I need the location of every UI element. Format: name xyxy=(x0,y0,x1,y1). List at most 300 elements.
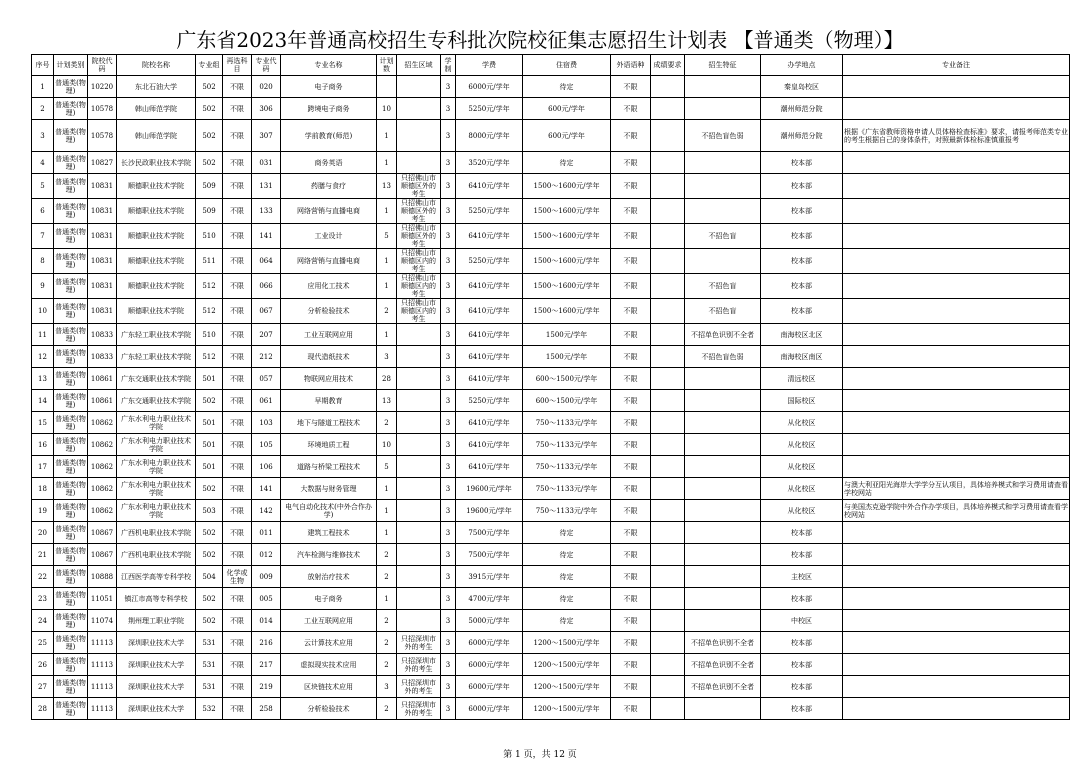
table-cell: 750～1133元/学年 xyxy=(523,456,611,478)
table-cell: 10833 xyxy=(88,346,117,368)
table-cell: 不限 xyxy=(611,76,651,98)
table-cell xyxy=(651,199,685,224)
table-cell: 26 xyxy=(32,654,54,676)
table-cell: 不招单色识别不全者 xyxy=(685,324,761,346)
table-cell xyxy=(685,456,761,478)
table-cell: 5250元/学年 xyxy=(456,390,523,412)
table-cell: 普通类(物理) xyxy=(54,199,88,224)
table-row xyxy=(32,676,1070,698)
table-cell: 不限 xyxy=(223,120,252,152)
table-cell: 18 xyxy=(32,478,54,500)
table-cell: 502 xyxy=(196,98,223,120)
column-header: 学制 xyxy=(441,55,456,76)
table-cell: 10867 xyxy=(88,544,117,566)
table-row xyxy=(32,390,1070,412)
table-cell: 普通类(物理) xyxy=(54,588,88,610)
table-cell: 502 xyxy=(196,522,223,544)
table-cell xyxy=(651,434,685,456)
table-cell xyxy=(685,76,761,98)
table-cell: 1 xyxy=(32,76,54,98)
table-cell xyxy=(843,199,1070,224)
table-cell: 11113 xyxy=(88,698,117,720)
table-cell: 2 xyxy=(377,632,397,654)
table-cell xyxy=(685,152,761,174)
table-cell: 从化校区 xyxy=(761,478,843,500)
table-cell: 10827 xyxy=(88,152,117,174)
table-cell xyxy=(843,390,1070,412)
table-cell xyxy=(397,324,441,346)
table-cell: 012 xyxy=(252,544,281,566)
table-cell: 只招深圳市外的考生 xyxy=(397,676,441,698)
column-header: 招生特征 xyxy=(685,55,761,76)
table-cell xyxy=(843,588,1070,610)
table-cell: 531 xyxy=(196,676,223,698)
table-cell: 057 xyxy=(252,368,281,390)
table-row xyxy=(32,120,1070,152)
table-cell: 顺德职业技术学院 xyxy=(117,224,196,249)
table-cell: 不限 xyxy=(223,434,252,456)
table-cell: 广东交通职业技术学院 xyxy=(117,390,196,412)
table-cell: 不限 xyxy=(611,152,651,174)
table-cell: 深圳职业技术大学 xyxy=(117,676,196,698)
table-cell: 校本部 xyxy=(761,152,843,174)
table-cell xyxy=(651,76,685,98)
table-cell: 19 xyxy=(32,500,54,522)
table-cell: 3 xyxy=(441,610,456,632)
table-cell: 广西机电职业技术学院 xyxy=(117,544,196,566)
table-cell: 校本部 xyxy=(761,249,843,274)
table-cell: 6410元/学年 xyxy=(456,368,523,390)
table-cell: 2 xyxy=(377,698,397,720)
table-cell: 普通类(物理) xyxy=(54,456,88,478)
table-cell: 2 xyxy=(377,654,397,676)
table-cell: 不限 xyxy=(611,544,651,566)
table-cell xyxy=(843,632,1070,654)
table-cell: 不限 xyxy=(223,299,252,324)
table-cell: 校本部 xyxy=(761,676,843,698)
table-cell: 2 xyxy=(377,610,397,632)
table-cell: 跨境电子商务 xyxy=(281,98,377,120)
table-cell xyxy=(397,566,441,588)
table-cell xyxy=(843,610,1070,632)
table-cell xyxy=(651,390,685,412)
table-cell: 5 xyxy=(377,224,397,249)
table-cell xyxy=(685,174,761,199)
table-cell: 9 xyxy=(32,274,54,299)
table-cell: 106 xyxy=(252,456,281,478)
table-cell xyxy=(685,522,761,544)
table-cell: 307 xyxy=(252,120,281,152)
table-cell: 1 xyxy=(377,500,397,522)
table-cell: 6410元/学年 xyxy=(456,274,523,299)
table-cell: 103 xyxy=(252,412,281,434)
table-cell xyxy=(651,98,685,120)
table-cell xyxy=(651,654,685,676)
table-cell: 306 xyxy=(252,98,281,120)
table-cell xyxy=(651,299,685,324)
table-cell: 6410元/学年 xyxy=(456,324,523,346)
table-cell: 1200～1500元/学年 xyxy=(523,698,611,720)
table-cell: 清远校区 xyxy=(761,368,843,390)
table-cell: 中校区 xyxy=(761,610,843,632)
table-cell: 校本部 xyxy=(761,274,843,299)
table-cell: 1500元/学年 xyxy=(523,346,611,368)
table-cell: 网络营销与直播电商 xyxy=(281,199,377,224)
table-cell xyxy=(651,324,685,346)
table-cell: 南海校区南区 xyxy=(761,346,843,368)
table-cell xyxy=(685,698,761,720)
table-cell: 药膳与食疗 xyxy=(281,174,377,199)
table-row xyxy=(32,588,1070,610)
table-cell: 不招单色识别不全者 xyxy=(685,632,761,654)
column-header: 序号 xyxy=(32,55,54,76)
column-header: 专业组 xyxy=(196,55,223,76)
table-cell: 12 xyxy=(32,346,54,368)
table-cell: 从化校区 xyxy=(761,500,843,522)
table-row xyxy=(32,456,1070,478)
table-cell xyxy=(843,566,1070,588)
table-row xyxy=(32,412,1070,434)
table-cell: 不限 xyxy=(611,610,651,632)
column-header: 计划数 xyxy=(377,55,397,76)
table-cell: 142 xyxy=(252,500,281,522)
table-cell xyxy=(397,522,441,544)
table-cell: 6410元/学年 xyxy=(456,434,523,456)
table-cell xyxy=(377,76,397,98)
table-cell: 潮州师范分院 xyxy=(761,98,843,120)
table-cell: 校本部 xyxy=(761,544,843,566)
table-cell: 3 xyxy=(441,456,456,478)
table-cell xyxy=(843,412,1070,434)
table-cell: 不限 xyxy=(611,199,651,224)
table-row xyxy=(32,478,1070,500)
table-cell xyxy=(397,588,441,610)
table-cell: 8000元/学年 xyxy=(456,120,523,152)
table-cell: 6000元/学年 xyxy=(456,76,523,98)
table-cell: 不限 xyxy=(611,412,651,434)
table-cell: 普通类(物理) xyxy=(54,610,88,632)
table-cell: 与美国杰克逊学院中外合作办学项目，具体培养模式和学习费用请查看学校网站 xyxy=(843,500,1070,522)
table-cell: 10 xyxy=(377,98,397,120)
table-cell: 秦皇岛校区 xyxy=(761,76,843,98)
column-header: 学费 xyxy=(456,55,523,76)
table-cell: 502 xyxy=(196,478,223,500)
table-cell: 云计算技术应用 xyxy=(281,632,377,654)
table-cell: 750～1133元/学年 xyxy=(523,412,611,434)
table-cell xyxy=(843,698,1070,720)
table-cell: 普通类(物理) xyxy=(54,98,88,120)
table-cell: 532 xyxy=(196,698,223,720)
table-cell: 16 xyxy=(32,434,54,456)
table-cell: 普通类(物理) xyxy=(54,566,88,588)
table-cell: 只招佛山市顺德区内的考生 xyxy=(397,299,441,324)
table-cell: 不限 xyxy=(223,324,252,346)
table-row xyxy=(32,522,1070,544)
table-cell: 10 xyxy=(377,434,397,456)
table-cell: 020 xyxy=(252,76,281,98)
table-cell: 23 xyxy=(32,588,54,610)
table-cell: 校本部 xyxy=(761,224,843,249)
table-cell: 13 xyxy=(377,390,397,412)
table-cell: 不限 xyxy=(223,152,252,174)
table-cell: 10862 xyxy=(88,456,117,478)
table-cell: 11051 xyxy=(88,588,117,610)
table-cell: 1500元/学年 xyxy=(523,324,611,346)
column-header: 院校名称 xyxy=(117,55,196,76)
table-cell: 校本部 xyxy=(761,698,843,720)
table-cell: 13 xyxy=(377,174,397,199)
table-cell: 3 xyxy=(441,299,456,324)
table-cell: 141 xyxy=(252,478,281,500)
table-cell: 502 xyxy=(196,588,223,610)
table-cell: 广东水利电力职业技术学院 xyxy=(117,456,196,478)
table-cell: 与澳大利亚阳光海岸大学学分互认项目，具体培养模式和学习费用请查看学校网站 xyxy=(843,478,1070,500)
table-row xyxy=(32,152,1070,174)
table-cell: 11113 xyxy=(88,676,117,698)
table-cell: 5 xyxy=(377,456,397,478)
table-cell: 066 xyxy=(252,274,281,299)
table-cell: 3 xyxy=(441,676,456,698)
table-cell: 电子商务 xyxy=(281,588,377,610)
table-cell: 512 xyxy=(196,274,223,299)
table-cell: 分析检验技术 xyxy=(281,299,377,324)
table-cell: 6000元/学年 xyxy=(456,632,523,654)
table-cell: 不限 xyxy=(611,120,651,152)
table-cell: 普通类(物理) xyxy=(54,249,88,274)
table-cell: 531 xyxy=(196,654,223,676)
table-cell: 普通类(物理) xyxy=(54,152,88,174)
table-cell: 3 xyxy=(441,566,456,588)
table-cell: 不限 xyxy=(223,274,252,299)
table-cell: 从化校区 xyxy=(761,412,843,434)
table-cell: 501 xyxy=(196,456,223,478)
table-cell xyxy=(651,478,685,500)
table-cell xyxy=(685,98,761,120)
admission-plan-table xyxy=(31,54,1070,720)
table-cell: 10831 xyxy=(88,199,117,224)
table-cell xyxy=(397,456,441,478)
table-cell xyxy=(843,654,1070,676)
table-cell: 502 xyxy=(196,610,223,632)
table-cell: 电气自动化技术(中外合作办学) xyxy=(281,500,377,522)
table-cell: 只招深圳市外的考生 xyxy=(397,632,441,654)
table-cell: 不限 xyxy=(223,500,252,522)
table-cell: 待定 xyxy=(523,522,611,544)
table-cell: 3 xyxy=(441,588,456,610)
table-cell: 10 xyxy=(32,299,54,324)
table-cell: 4700元/学年 xyxy=(456,588,523,610)
table-cell xyxy=(685,412,761,434)
table-cell: 普通类(物理) xyxy=(54,434,88,456)
table-cell: 3 xyxy=(441,544,456,566)
table-cell: 不限 xyxy=(223,249,252,274)
table-cell: 600～1500元/学年 xyxy=(523,368,611,390)
table-cell: 6410元/学年 xyxy=(456,412,523,434)
table-cell: 不招色盲 xyxy=(685,299,761,324)
table-cell: 5000元/学年 xyxy=(456,610,523,632)
table-cell: 放射治疗技术 xyxy=(281,566,377,588)
table-cell: 不限 xyxy=(223,390,252,412)
table-cell: 广东轻工职业技术学院 xyxy=(117,346,196,368)
table-cell: 1500～1600元/学年 xyxy=(523,174,611,199)
table-cell: 镇江市高等专科学校 xyxy=(117,588,196,610)
table-cell: 潮州师范分院 xyxy=(761,120,843,152)
table-cell: 600元/学年 xyxy=(523,120,611,152)
table-cell: 普通类(物理) xyxy=(54,632,88,654)
table-cell: 3 xyxy=(441,390,456,412)
table-cell: 750～1133元/学年 xyxy=(523,434,611,456)
table-cell: 不限 xyxy=(611,500,651,522)
table-cell: 502 xyxy=(196,544,223,566)
table-cell: 只招佛山市顺德区外的考生 xyxy=(397,224,441,249)
table-row xyxy=(32,544,1070,566)
table-cell: 不招单色识别不全者 xyxy=(685,654,761,676)
table-cell: 不限 xyxy=(223,610,252,632)
table-cell: 不限 xyxy=(611,368,651,390)
table-cell: 2 xyxy=(377,566,397,588)
table-cell: 061 xyxy=(252,390,281,412)
table-cell: 长沙民政职业技术学院 xyxy=(117,152,196,174)
table-cell: 普通类(物理) xyxy=(54,224,88,249)
table-cell: 顺德职业技术学院 xyxy=(117,249,196,274)
table-cell: 3 xyxy=(441,412,456,434)
table-cell: 3 xyxy=(441,249,456,274)
table-cell xyxy=(397,610,441,632)
table-cell: 不招色盲色弱 xyxy=(685,120,761,152)
table-cell: 10861 xyxy=(88,368,117,390)
table-row xyxy=(32,632,1070,654)
table-cell: 顺德职业技术学院 xyxy=(117,274,196,299)
table-cell xyxy=(651,224,685,249)
table-cell: 3 xyxy=(441,522,456,544)
table-row xyxy=(32,324,1070,346)
table-cell: 11 xyxy=(32,324,54,346)
table-cell: 待定 xyxy=(523,566,611,588)
table-cell: 工业互联网应用 xyxy=(281,610,377,632)
table-cell: 5 xyxy=(32,174,54,199)
table-cell: 3 xyxy=(441,98,456,120)
column-header: 外语语种 xyxy=(611,55,651,76)
table-cell: 6000元/学年 xyxy=(456,676,523,698)
table-cell: 分析检验技术 xyxy=(281,698,377,720)
table-cell xyxy=(397,76,441,98)
table-cell: 3 xyxy=(441,698,456,720)
table-cell: 待定 xyxy=(523,588,611,610)
table-cell: 10831 xyxy=(88,224,117,249)
table-cell: 6410元/学年 xyxy=(456,174,523,199)
table-cell: 4 xyxy=(32,152,54,174)
table-cell: 1 xyxy=(377,249,397,274)
table-cell: 不限 xyxy=(611,654,651,676)
table-cell: 只招深圳市外的考生 xyxy=(397,698,441,720)
table-cell xyxy=(397,544,441,566)
table-cell: 待定 xyxy=(523,76,611,98)
table-cell: 11074 xyxy=(88,610,117,632)
table-cell: 3 xyxy=(441,76,456,98)
table-cell: 503 xyxy=(196,500,223,522)
table-cell xyxy=(651,274,685,299)
table-cell: 深圳职业技术大学 xyxy=(117,698,196,720)
table-cell xyxy=(651,676,685,698)
table-cell: 10831 xyxy=(88,274,117,299)
table-cell: 3 xyxy=(441,632,456,654)
table-cell: 3 xyxy=(441,324,456,346)
table-cell: 031 xyxy=(252,152,281,174)
table-cell: 1500～1600元/学年 xyxy=(523,249,611,274)
table-cell: 普通类(物理) xyxy=(54,390,88,412)
table-cell: 不限 xyxy=(611,522,651,544)
column-header: 计划类别 xyxy=(54,55,88,76)
table-cell: 深圳职业技术大学 xyxy=(117,632,196,654)
table-cell: 普通类(物理) xyxy=(54,274,88,299)
table-cell: 顺德职业技术学院 xyxy=(117,199,196,224)
table-cell: 1 xyxy=(377,324,397,346)
table-cell: 主校区 xyxy=(761,566,843,588)
table-cell: 普通类(物理) xyxy=(54,654,88,676)
table-cell: 510 xyxy=(196,224,223,249)
table-cell: 普通类(物理) xyxy=(54,368,88,390)
table-cell: 1 xyxy=(377,522,397,544)
table-row xyxy=(32,98,1070,120)
table-cell: 不限 xyxy=(611,478,651,500)
table-cell xyxy=(843,522,1070,544)
table-cell: 3 xyxy=(441,152,456,174)
table-cell xyxy=(685,500,761,522)
column-header: 成绩要求 xyxy=(651,55,685,76)
table-cell: 不招色盲色弱 xyxy=(685,346,761,368)
table-row xyxy=(32,174,1070,199)
column-header: 招生区域 xyxy=(397,55,441,76)
table-cell: 不限 xyxy=(611,698,651,720)
table-cell: 6000元/学年 xyxy=(456,654,523,676)
table-cell: 6410元/学年 xyxy=(456,224,523,249)
table-cell: 校本部 xyxy=(761,199,843,224)
table-cell: 不限 xyxy=(611,224,651,249)
table-cell: 普通类(物理) xyxy=(54,120,88,152)
table-cell: 国际校区 xyxy=(761,390,843,412)
table-cell: 普通类(物理) xyxy=(54,522,88,544)
table-cell: 不限 xyxy=(611,390,651,412)
table-cell: 25 xyxy=(32,632,54,654)
table-cell: 汽车检测与维修技术 xyxy=(281,544,377,566)
table-cell: 1200～1500元/学年 xyxy=(523,632,611,654)
table-cell: 不限 xyxy=(611,324,651,346)
table-cell: 现代造纸技术 xyxy=(281,346,377,368)
table-cell: 顺德职业技术学院 xyxy=(117,174,196,199)
table-cell: 不限 xyxy=(223,588,252,610)
table-cell: 不限 xyxy=(611,456,651,478)
table-cell: 15 xyxy=(32,412,54,434)
table-cell: 不招色盲 xyxy=(685,274,761,299)
table-cell: 064 xyxy=(252,249,281,274)
table-cell xyxy=(843,368,1070,390)
table-cell: 009 xyxy=(252,566,281,588)
table-cell xyxy=(843,324,1070,346)
table-cell: 207 xyxy=(252,324,281,346)
table-cell: 3520元/学年 xyxy=(456,152,523,174)
table-row xyxy=(32,346,1070,368)
table-cell xyxy=(843,676,1070,698)
table-cell: 1500～1600元/学年 xyxy=(523,299,611,324)
table-cell: 7500元/学年 xyxy=(456,522,523,544)
table-cell xyxy=(685,434,761,456)
table-cell: 1 xyxy=(377,588,397,610)
table-cell: 道路与桥梁工程技术 xyxy=(281,456,377,478)
table-cell: 6000元/学年 xyxy=(456,698,523,720)
table-cell: 普通类(物理) xyxy=(54,500,88,522)
table-cell xyxy=(685,390,761,412)
table-cell xyxy=(843,98,1070,120)
